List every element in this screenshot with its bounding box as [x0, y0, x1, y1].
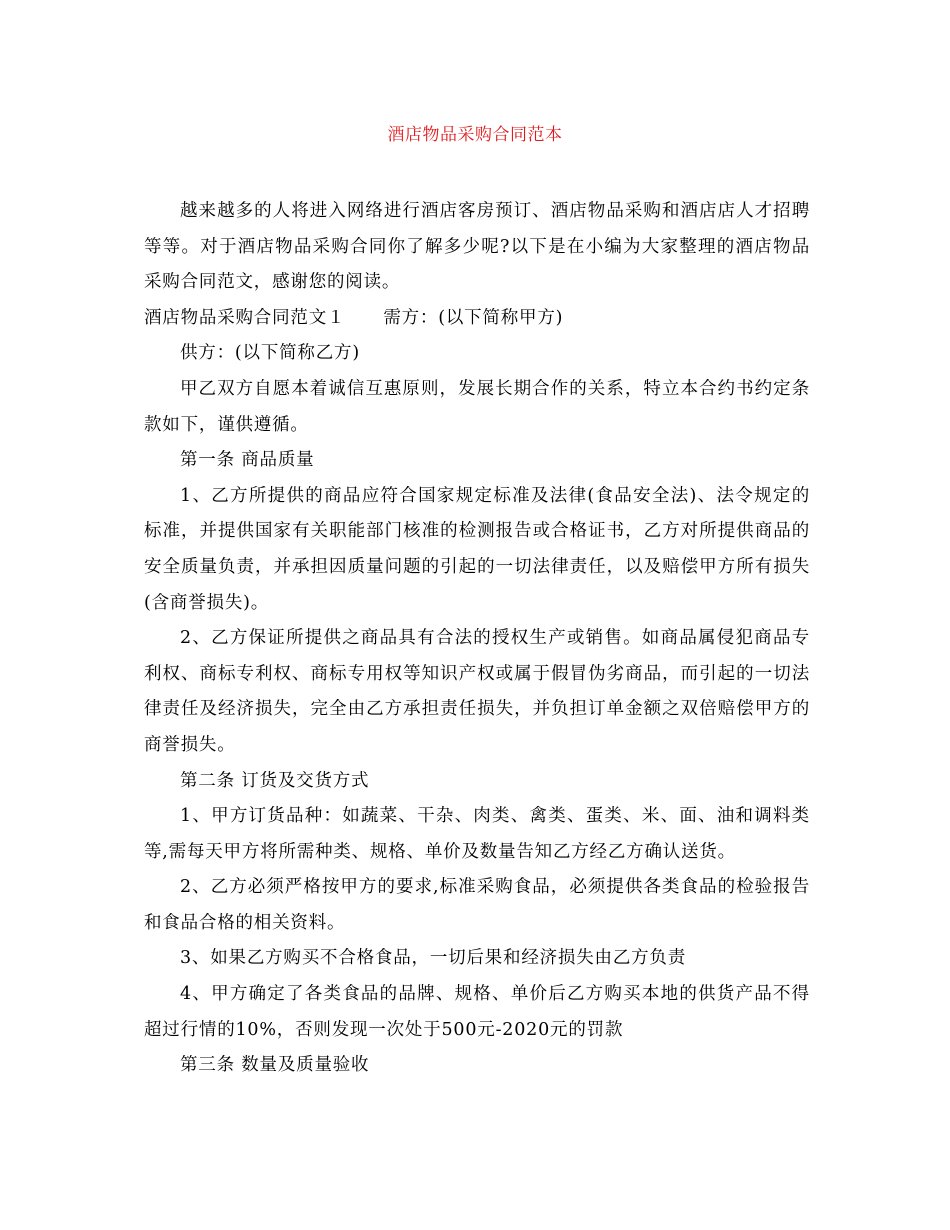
- document-title: 酒店物品采购合同范本: [387, 125, 563, 145]
- article-heading: 第一条 商品质量: [180, 450, 315, 471]
- clause-paragraph: 2、乙方保证所提供之商品具有合法的授权生产或销售。如商品属侵犯商品专利权、商标专利权、商标专用权等知识产权或属于假冒伪劣商品，而引起的一切法律责任及经济损失，完全由乙方承担责任损失，并负担订单金额之双倍赔偿甲方的商誉损失。: [144, 628, 810, 755]
- document-body: [144, 194, 810, 1084]
- article-heading: 第三条 数量及质量验收: [180, 1055, 370, 1076]
- clause-paragraph: 1、乙方所提供的商品应符合国家规定标准及法律(食品安全法)、法令规定的标准，并提供国家有关职能部门核准的检测报告或合格证书，乙方对所提供商品的安全质量负责，并承担因质量问题的引起的一切法律责任，以及赔偿甲方所有损失(含商誉损失)。: [144, 485, 810, 613]
- intro-paragraph: 越来越多的人将进入网络进行酒店客房预订、酒店物品采购和酒店店人才招聘等等。对于酒店物品采购合同你了解多少呢?以下是在小编为大家整理的酒店物品采购合同范文，感谢您的阅读。: [144, 201, 810, 293]
- supplier-line: 供方：(以下简称乙方): [180, 343, 360, 364]
- clause-paragraph: 3、如果乙方购买不合格食品，一切后果和经济损失由乙方负责: [180, 948, 687, 969]
- article-heading: 第二条 订货及交货方式: [180, 770, 370, 791]
- buyer-line: 需方：(以下简称甲方): [383, 307, 564, 328]
- contract-sample-heading: 酒店物品采购合同范文１: [144, 307, 346, 328]
- clause-paragraph: 1、甲方订货品种：如蔬菜、干杂、肉类、禽类、蛋类、米、面、油和调料类等,需每天甲方将所需种类、规格、单价及数量告知乙方经乙方确认送货。: [144, 806, 810, 862]
- clause-paragraph: 4、甲方确定了各类食品的品牌、规格、单价后乙方购买本地的供货产品不得超过行情的10%，否则发现一次处于500元-2020元的罚款: [144, 984, 810, 1040]
- agreement-paragraph: 甲乙双方自愿本着诚信互惠原则，发展长期合作的关系，特立本合约书约定条款如下，谨供遵循。: [144, 378, 810, 435]
- contract-heading-line: [144, 301, 810, 337]
- clause-paragraph: 2、乙方必须严格按甲方的要求,标准采购食品，必须提供各类食品的检验报告和食品合格的相关资料。: [144, 877, 810, 933]
